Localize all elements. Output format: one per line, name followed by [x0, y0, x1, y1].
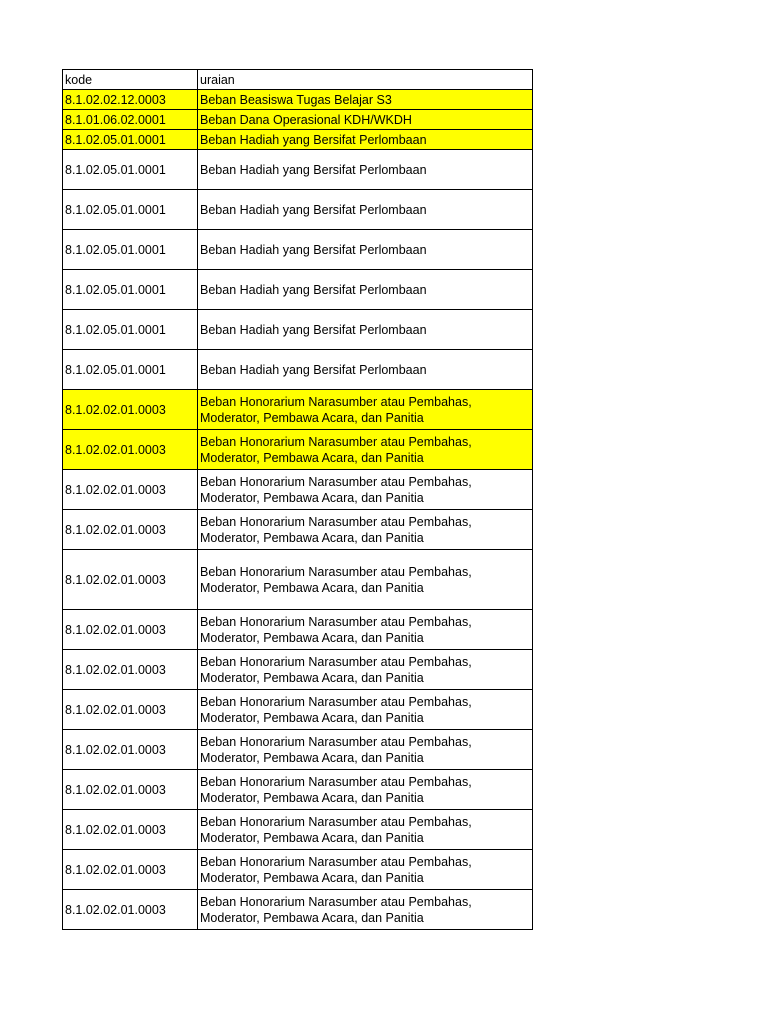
cell-kode[interactable]: 8.1.02.02.01.0003	[63, 550, 198, 610]
cell-kode[interactable]: 8.1.02.05.01.0001	[63, 350, 198, 390]
table-row	[63, 90, 533, 110]
table-row	[63, 150, 533, 190]
cell-kode[interactable]: 8.1.02.02.01.0003	[63, 690, 198, 730]
cell-uraian[interactable]: Beban Honorarium Narasumber atau Pembahas, Moderator, Pembawa Acara, dan Panitia	[198, 690, 533, 730]
table-row	[63, 110, 533, 130]
cell-uraian[interactable]: Beban Honorarium Narasumber atau Pembahas, Moderator, Pembawa Acara, dan Panitia	[198, 770, 533, 810]
cell-uraian[interactable]: Beban Hadiah yang Bersifat Perlombaan	[198, 130, 533, 150]
cell-kode[interactable]: 8.1.02.05.01.0001	[63, 190, 198, 230]
cell-uraian[interactable]: Beban Hadiah yang Bersifat Perlombaan	[198, 270, 533, 310]
cell-uraian[interactable]: Beban Honorarium Narasumber atau Pembahas, Moderator, Pembawa Acara, dan Panitia	[198, 730, 533, 770]
table-row	[63, 730, 533, 770]
cell-uraian[interactable]: Beban Beasiswa Tugas Belajar S3	[198, 90, 533, 110]
table-row	[63, 190, 533, 230]
header-cell-uraian[interactable]: uraian	[198, 70, 533, 90]
cell-uraian[interactable]: Beban Honorarium Narasumber atau Pembahas, Moderator, Pembawa Acara, dan Panitia	[198, 550, 533, 610]
cell-uraian[interactable]: Beban Honorarium Narasumber atau Pembahas, Moderator, Pembawa Acara, dan Panitia	[198, 650, 533, 690]
table-body	[63, 70, 533, 930]
cell-kode[interactable]: 8.1.02.05.01.0001	[63, 310, 198, 350]
cell-uraian[interactable]: Beban Hadiah yang Bersifat Perlombaan	[198, 310, 533, 350]
cell-kode[interactable]: 8.1.02.02.01.0003	[63, 470, 198, 510]
cell-kode[interactable]: 8.1.02.02.01.0003	[63, 850, 198, 890]
cell-kode[interactable]: 8.1.02.05.01.0001	[63, 230, 198, 270]
cell-uraian[interactable]: Beban Honorarium Narasumber atau Pembahas, Moderator, Pembawa Acara, dan Panitia	[198, 610, 533, 650]
table-row	[63, 430, 533, 470]
table-row	[63, 770, 533, 810]
table-row	[63, 230, 533, 270]
table-row	[63, 270, 533, 310]
table-row	[63, 350, 533, 390]
cell-uraian[interactable]: Beban Honorarium Narasumber atau Pembahas, Moderator, Pembawa Acara, dan Panitia	[198, 810, 533, 850]
cell-kode[interactable]: 8.1.02.02.01.0003	[63, 890, 198, 930]
table-row	[63, 610, 533, 650]
cell-kode[interactable]: 8.1.02.02.12.0003	[63, 90, 198, 110]
cell-uraian[interactable]: Beban Honorarium Narasumber atau Pembahas, Moderator, Pembawa Acara, dan Panitia	[198, 890, 533, 930]
cell-uraian[interactable]: Beban Honorarium Narasumber atau Pembahas, Moderator, Pembawa Acara, dan Panitia	[198, 470, 533, 510]
cell-kode[interactable]: 8.1.02.02.01.0003	[63, 510, 198, 550]
table-row	[63, 810, 533, 850]
cell-uraian[interactable]: Beban Dana Operasional KDH/WKDH	[198, 110, 533, 130]
cell-kode[interactable]: 8.1.02.02.01.0003	[63, 650, 198, 690]
cell-kode[interactable]: 8.1.02.02.01.0003	[63, 770, 198, 810]
table-row	[63, 510, 533, 550]
cell-kode[interactable]: 8.1.02.02.01.0003	[63, 610, 198, 650]
cell-kode[interactable]: 8.1.02.05.01.0001	[63, 270, 198, 310]
table-row	[63, 550, 533, 610]
cell-kode[interactable]: 8.1.02.05.01.0001	[63, 130, 198, 150]
table-row	[63, 690, 533, 730]
cell-kode[interactable]: 8.1.02.02.01.0003	[63, 730, 198, 770]
cell-uraian[interactable]: Beban Hadiah yang Bersifat Perlombaan	[198, 230, 533, 270]
cell-kode[interactable]: 8.1.02.02.01.0003	[63, 810, 198, 850]
table-row	[63, 470, 533, 510]
cell-uraian[interactable]: Beban Honorarium Narasumber atau Pembahas, Moderator, Pembawa Acara, dan Panitia	[198, 390, 533, 430]
cell-uraian[interactable]: Beban Honorarium Narasumber atau Pembahas, Moderator, Pembawa Acara, dan Panitia	[198, 510, 533, 550]
cell-uraian[interactable]: Beban Hadiah yang Bersifat Perlombaan	[198, 150, 533, 190]
header-row	[63, 70, 533, 90]
cell-uraian[interactable]: Beban Honorarium Narasumber atau Pembahas, Moderator, Pembawa Acara, dan Panitia	[198, 850, 533, 890]
table-row	[63, 390, 533, 430]
cell-uraian[interactable]: Beban Honorarium Narasumber atau Pembahas, Moderator, Pembawa Acara, dan Panitia	[198, 430, 533, 470]
table-row	[63, 650, 533, 690]
table-row	[63, 850, 533, 890]
cell-kode[interactable]: 8.1.01.06.02.0001	[63, 110, 198, 130]
table-row	[63, 890, 533, 930]
cell-kode[interactable]: 8.1.02.02.01.0003	[63, 390, 198, 430]
table-row	[63, 310, 533, 350]
cell-uraian[interactable]: Beban Hadiah yang Bersifat Perlombaan	[198, 350, 533, 390]
spreadsheet-table	[62, 69, 533, 930]
header-cell-kode[interactable]: kode	[63, 70, 198, 90]
cell-kode[interactable]: 8.1.02.05.01.0001	[63, 150, 198, 190]
table-row	[63, 130, 533, 150]
cell-kode[interactable]: 8.1.02.02.01.0003	[63, 430, 198, 470]
cell-uraian[interactable]: Beban Hadiah yang Bersifat Perlombaan	[198, 190, 533, 230]
